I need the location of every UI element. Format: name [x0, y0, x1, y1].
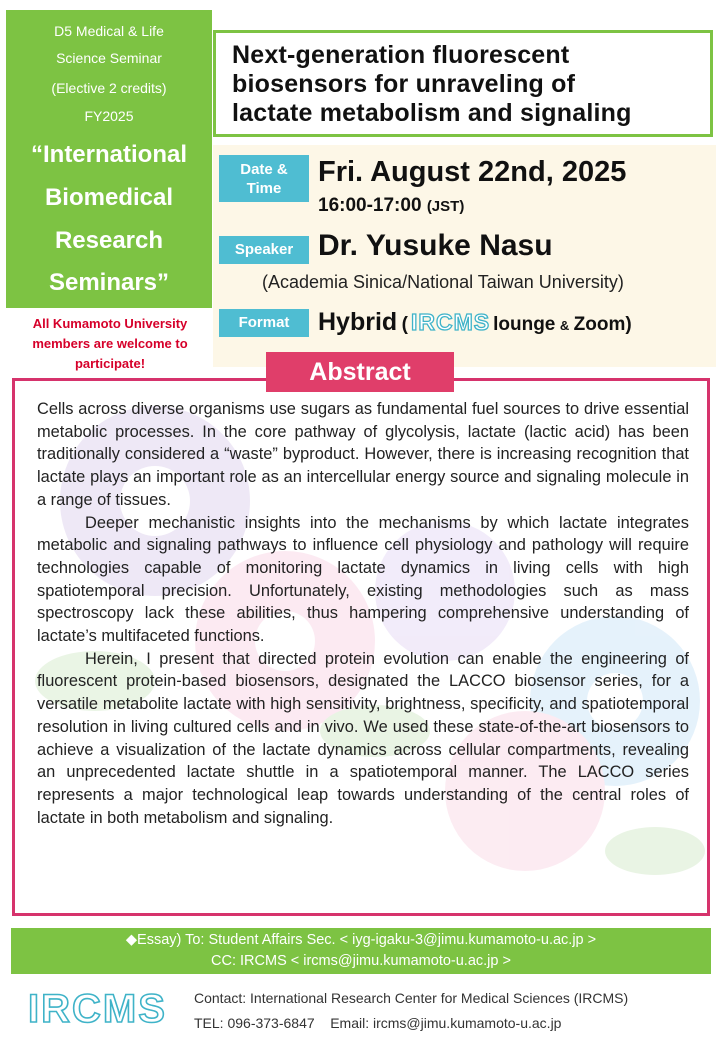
series-name-line2: Biomedical — [44, 184, 174, 211]
date-tag-line1: Date & — [240, 161, 288, 178]
welcome-note — [10, 314, 210, 374]
format-zoom: Zoom) — [573, 314, 632, 335]
essay-submission-bar — [11, 928, 711, 974]
speaker-affiliation: (Academia Sinica/National Taiwan University) — [262, 272, 624, 292]
talk-title-line2: biosensors for unraveling of — [232, 70, 576, 98]
seminar-credits: (Elective 2 credits) — [51, 80, 167, 96]
series-name-line3: Research — [54, 227, 164, 254]
ircms-logo: IRCMS — [28, 987, 167, 1031]
date-time-tag — [219, 155, 309, 202]
leaf-right — [605, 827, 705, 875]
seminar-year: FY2025 — [84, 108, 134, 124]
abstract-heading: Abstract — [266, 352, 454, 392]
abstract-paragraph-2: Deeper mechanistic insights into the mechanisms by which lactate integrates metabolic and signaling pathways to influence cell physiology and pathology will require technologies capable of monitoring lactate dynamics in living cells with high spatiotemporal precision. Unfortunately, existing methodologies such as mass spectroscopy lack these abilities, thus hampering comprehensive understanding of lactate’s multifaceted functions. — [37, 513, 689, 646]
format-lounge: lounge — [493, 314, 556, 335]
essay-to-line: ◆Essay) To: Student Affairs Sec. < iyg-igaku-3@jimu.kumamoto-u.ac.jp > — [125, 932, 597, 948]
welcome-line1: All Kumamoto University — [32, 316, 188, 331]
essay-cc-line: CC: IRCMS < ircms@jimu.kumamoto-u.ac.jp > — [211, 953, 511, 969]
footer-contact: Contact: International Research Center for Medical Sciences (IRCMS) — [194, 990, 629, 1006]
footer-tel-email: TEL: 096-373-6847 Email: ircms@jimu.kumamoto-u.ac.jp — [194, 1015, 562, 1031]
seminar-name-line2: Science Seminar — [56, 50, 162, 66]
format-hybrid: Hybrid — [318, 308, 398, 336]
event-time: 16:00-17:00 — [318, 195, 422, 216]
abstract-box — [12, 378, 710, 916]
date-tag-line2: Time — [246, 180, 282, 197]
series-name-line4: Seminars” — [48, 269, 170, 296]
talk-title-box — [213, 30, 713, 137]
event-time-row — [318, 195, 464, 217]
ircms-logo-inline: IRCMS — [410, 309, 491, 335]
abstract-body — [37, 398, 689, 829]
welcome-line3: participate! — [74, 356, 146, 371]
talk-title-line1: Next-generation fluorescent — [232, 41, 570, 69]
event-date: Fri. August 22nd, 2025 — [318, 156, 627, 188]
event-timezone: (JST) — [426, 198, 465, 215]
speaker-name: Dr. Yusuke Nasu — [318, 229, 553, 262]
welcome-line2: members are welcome to — [32, 336, 188, 351]
seminar-name-line1: D5 Medical & Life — [54, 23, 164, 39]
series-name-line1: “International — [30, 141, 187, 168]
format-ampersand: & — [559, 318, 570, 333]
seminar-banner — [6, 10, 212, 308]
speaker-tag: Speaker — [219, 236, 309, 264]
format-tag: Format — [219, 309, 309, 337]
event-format — [318, 308, 632, 337]
abstract-paragraph-1: Cells across diverse organisms use sugars as fundamental fuel sources to drive essential metabolic processes. In the core pathway of glycolysis, lactate (lactic acid) has been traditionally considered a “waste” byproduct. However, there is increasing recognition that lactate plays an important role as an intercellular energy source and signaling molecule in a range of tissues. — [37, 400, 689, 509]
format-open-paren: ( — [401, 314, 408, 335]
abstract-paragraph-3: Herein, I present that directed protein evolution can enable the engineering of fluorescent protein-based biosensors, designated the LACCO biosensor series, for a versatile metabolite lactate with high sensitivity, brightness, specificity, and spatiotemporal resolution in living cultured cells and in vivo. We used these state-of-the-art biosensors to achieve a visualization of the lactate dynamics across cellular compartments, revealing an unprecedented lactate shuttle in a spatiotemporal manner. The LACCO series represents a major technological leap towards understanding of the central roles of lactate in both metabolism and signaling. — [37, 649, 689, 827]
talk-title-line3: lactate metabolism and signaling — [232, 99, 632, 127]
